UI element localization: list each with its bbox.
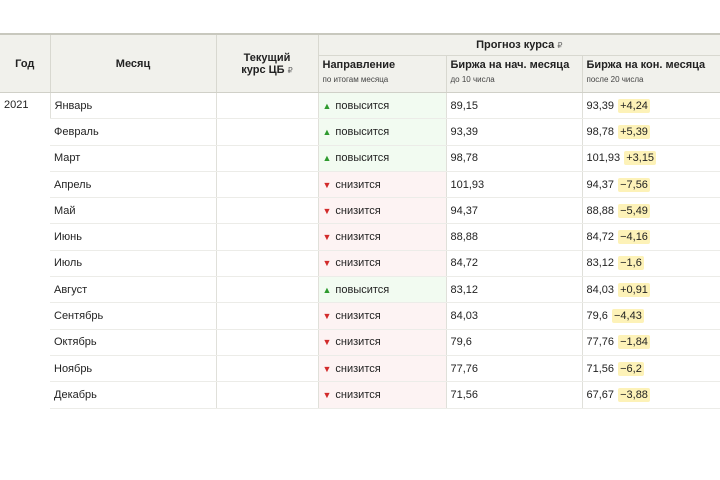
header-month: Месяц bbox=[50, 34, 216, 93]
direction-cell bbox=[318, 355, 446, 381]
arrow-up-icon: ▲ bbox=[322, 153, 332, 164]
table-row bbox=[0, 355, 720, 381]
arrow-down-icon: ▼ bbox=[322, 232, 332, 243]
end-rate-cell bbox=[582, 329, 720, 355]
month-cell: Январь bbox=[50, 93, 216, 119]
direction-cell bbox=[318, 277, 446, 303]
table-row bbox=[0, 250, 720, 276]
end-rate-value: 94,37 bbox=[586, 178, 615, 191]
cb-rate-cell bbox=[216, 93, 318, 119]
header-year: Год bbox=[0, 34, 50, 93]
month-cell: Март bbox=[50, 145, 216, 171]
direction-label: снизится bbox=[335, 204, 381, 217]
end-rate-value: 77,76 bbox=[586, 336, 615, 349]
end-rate-value: 98,78 bbox=[586, 125, 615, 138]
header-direction bbox=[318, 56, 446, 93]
end-rate-value: 93,39 bbox=[586, 99, 615, 112]
end-rate-cell bbox=[582, 382, 720, 408]
month-cell: Февраль bbox=[50, 119, 216, 145]
table-row bbox=[0, 382, 720, 408]
change-badge: +0,91 bbox=[620, 283, 648, 296]
direction-cell bbox=[318, 224, 446, 250]
table-row bbox=[0, 93, 720, 119]
direction-cell bbox=[318, 329, 446, 355]
direction-label: повысится bbox=[335, 152, 390, 165]
arrow-up-icon: ▲ bbox=[322, 284, 332, 295]
direction-label: снизится bbox=[335, 257, 381, 270]
header-begin-sub: до 10 числа bbox=[450, 75, 495, 84]
cb-rate-cell bbox=[216, 329, 318, 355]
month-cell: Сентябрь bbox=[50, 303, 216, 329]
end-rate-cell bbox=[582, 119, 720, 145]
begin-rate-cell: 89,15 bbox=[446, 93, 582, 119]
end-rate-cell bbox=[582, 93, 720, 119]
month-cell: Август bbox=[50, 277, 216, 303]
end-rate-value: 71,56 bbox=[586, 362, 615, 375]
cb-rate-cell bbox=[216, 198, 318, 224]
month-cell: Июль bbox=[50, 250, 216, 276]
begin-rate-cell: 93,39 bbox=[446, 119, 582, 145]
end-rate-cell bbox=[582, 171, 720, 197]
table-body bbox=[0, 93, 720, 409]
month-cell: Декабрь bbox=[50, 382, 216, 408]
arrow-down-icon: ▼ bbox=[322, 363, 332, 374]
arrow-down-icon: ▼ bbox=[322, 389, 332, 400]
cb-rate-cell bbox=[216, 145, 318, 171]
change-badge: −4,16 bbox=[620, 231, 648, 244]
table-row bbox=[0, 171, 720, 197]
header-forecast-label: Прогноз курса bbox=[476, 39, 558, 51]
end-rate-value: 79,6 bbox=[586, 310, 608, 323]
arrow-down-icon: ▼ bbox=[322, 337, 332, 348]
cb-rate-cell bbox=[216, 171, 318, 197]
begin-rate-cell: 84,03 bbox=[446, 303, 582, 329]
direction-label: снизится bbox=[335, 362, 381, 375]
forecast-table bbox=[0, 33, 720, 409]
end-rate-value: 67,67 bbox=[586, 388, 615, 401]
end-rate-cell bbox=[582, 145, 720, 171]
change-badge: −7,56 bbox=[620, 178, 648, 191]
table-row bbox=[0, 224, 720, 250]
table-row bbox=[0, 119, 720, 145]
table-row bbox=[0, 145, 720, 171]
cb-rate-cell bbox=[216, 277, 318, 303]
end-rate-cell bbox=[582, 355, 720, 381]
direction-cell bbox=[318, 93, 446, 119]
arrow-down-icon: ▼ bbox=[322, 258, 332, 269]
arrow-up-icon: ▲ bbox=[322, 100, 332, 111]
direction-label: повысится bbox=[335, 125, 390, 138]
direction-label: снизится bbox=[335, 388, 381, 401]
table-row bbox=[0, 329, 720, 355]
cb-rate-cell bbox=[216, 119, 318, 145]
month-cell: Октябрь bbox=[50, 329, 216, 355]
begin-rate-cell: 88,88 bbox=[446, 224, 582, 250]
header-begin-title: Биржа на нач. месяца bbox=[450, 59, 570, 71]
end-rate-value: 84,72 bbox=[586, 231, 615, 244]
direction-label: снизится bbox=[335, 336, 381, 349]
table-header bbox=[0, 34, 720, 93]
begin-rate-cell: 71,56 bbox=[446, 382, 582, 408]
direction-label: снизится bbox=[335, 178, 381, 191]
end-rate-cell bbox=[582, 250, 720, 276]
direction-label: снизится bbox=[335, 310, 381, 323]
month-cell: Июнь bbox=[50, 224, 216, 250]
arrow-down-icon: ▼ bbox=[322, 311, 332, 322]
begin-rate-cell: 94,37 bbox=[446, 198, 582, 224]
begin-rate-cell: 84,72 bbox=[446, 250, 582, 276]
header-cb-rate-line2: курс ЦБ bbox=[241, 63, 288, 76]
begin-rate-cell: 79,6 bbox=[446, 329, 582, 355]
end-rate-value: 84,03 bbox=[586, 283, 615, 296]
direction-label: повысится bbox=[335, 283, 390, 296]
arrow-down-icon: ▼ bbox=[322, 205, 332, 216]
header-direction-title: Направление bbox=[322, 59, 396, 71]
cb-rate-cell bbox=[216, 250, 318, 276]
direction-cell bbox=[318, 171, 446, 197]
cb-rate-cell bbox=[216, 303, 318, 329]
month-cell: Ноябрь bbox=[50, 355, 216, 381]
header-end-sub: после 20 числа bbox=[586, 75, 644, 84]
direction-cell bbox=[318, 145, 446, 171]
change-badge: −1,84 bbox=[620, 336, 648, 349]
direction-cell bbox=[318, 382, 446, 408]
change-badge: −6,2 bbox=[620, 362, 642, 375]
cb-rate-cell bbox=[216, 224, 318, 250]
table-row bbox=[0, 277, 720, 303]
change-badge: −3,88 bbox=[620, 388, 648, 401]
begin-rate-cell: 101,93 bbox=[446, 171, 582, 197]
end-rate-cell bbox=[582, 303, 720, 329]
change-badge: −5,49 bbox=[620, 204, 648, 217]
direction-label: снизится bbox=[335, 231, 381, 244]
end-rate-value: 83,12 bbox=[586, 257, 615, 270]
table-row bbox=[0, 303, 720, 329]
header-cb-rate-line1: Текущий bbox=[243, 51, 291, 64]
header-end bbox=[582, 56, 720, 93]
direction-cell bbox=[318, 198, 446, 224]
end-rate-value: 101,93 bbox=[586, 152, 621, 165]
begin-rate-cell: 77,76 bbox=[446, 355, 582, 381]
rub-sign: ₽ bbox=[557, 41, 563, 50]
change-badge: +5,39 bbox=[620, 125, 648, 138]
direction-cell bbox=[318, 303, 446, 329]
forecast-table-container bbox=[0, 33, 720, 409]
rub-sign: ₽ bbox=[287, 65, 293, 75]
arrow-up-icon: ▲ bbox=[322, 126, 332, 137]
begin-rate-cell: 98,78 bbox=[446, 145, 582, 171]
header-begin bbox=[446, 56, 582, 93]
end-rate-cell bbox=[582, 198, 720, 224]
end-rate-cell bbox=[582, 224, 720, 250]
header-direction-sub: по итогам месяца bbox=[322, 75, 389, 84]
end-rate-value: 88,88 bbox=[586, 204, 615, 217]
table-row bbox=[0, 198, 720, 224]
cb-rate-cell bbox=[216, 355, 318, 381]
direction-cell bbox=[318, 119, 446, 145]
direction-cell bbox=[318, 250, 446, 276]
begin-rate-cell: 83,12 bbox=[446, 277, 582, 303]
month-cell: Апрель bbox=[50, 171, 216, 197]
header-end-title: Биржа на кон. месяца bbox=[586, 59, 706, 71]
year-cell: 2021 bbox=[4, 99, 29, 111]
month-cell: Май bbox=[50, 198, 216, 224]
header-cb-rate bbox=[216, 34, 318, 93]
cb-rate-cell bbox=[216, 382, 318, 408]
change-badge: +3,15 bbox=[626, 152, 655, 165]
change-badge: −1,6 bbox=[620, 257, 642, 270]
end-rate-cell bbox=[582, 277, 720, 303]
direction-label: повысится bbox=[335, 99, 390, 112]
change-badge: +4,24 bbox=[620, 99, 648, 112]
header-forecast-group bbox=[318, 34, 720, 56]
arrow-down-icon: ▼ bbox=[322, 179, 332, 190]
change-badge: −4,43 bbox=[613, 310, 642, 323]
